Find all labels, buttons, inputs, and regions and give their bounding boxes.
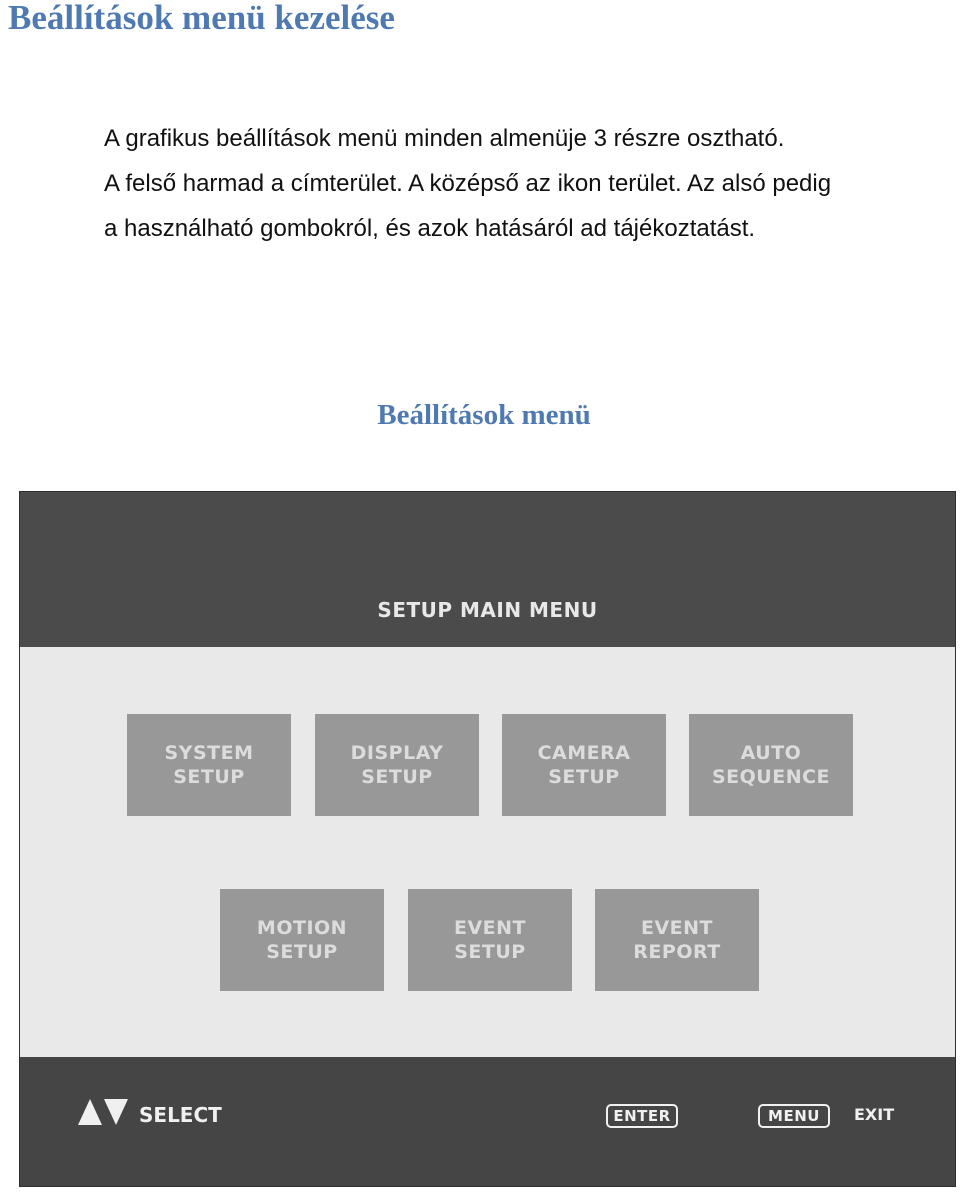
event-setup-tile[interactable] [408, 889, 572, 991]
setup-menu-screenshot [19, 491, 956, 1187]
tile-label: DISPLAY [350, 742, 444, 764]
auto-sequence-tile[interactable] [689, 714, 853, 816]
paragraph-line: a használható gombokról, és azok hatásáról ad tájékoztatást. [104, 215, 756, 242]
tile-label: SETUP [361, 766, 433, 788]
menu-title: SETUP MAIN MENU [377, 598, 598, 622]
down-arrow-icon [104, 1099, 128, 1125]
button-hint-area [20, 1057, 955, 1186]
tile-label: SEQUENCE [711, 766, 831, 788]
tile-label: CAMERA [537, 742, 631, 764]
up-arrow-icon [78, 1099, 102, 1125]
motion-setup-tile[interactable] [220, 889, 384, 991]
enter-key[interactable]: ENTER [606, 1104, 678, 1128]
tile-label: SETUP [266, 941, 338, 963]
camera-setup-tile[interactable] [502, 714, 666, 816]
tile-label: EVENT [453, 917, 527, 939]
tile-label: MOTION [256, 917, 348, 939]
event-report-tile[interactable] [595, 889, 759, 991]
figure-caption: Beállítások menü [377, 399, 591, 431]
tile-label: AUTO [740, 742, 802, 764]
display-setup-tile[interactable] [315, 714, 479, 816]
ghost-text [28, 662, 44, 708]
tile-label: SETUP [548, 766, 620, 788]
tile-label: SETUP [173, 766, 245, 788]
tile-label: SYSTEM [164, 742, 254, 764]
select-label: SELECT [139, 1103, 222, 1127]
system-setup-tile[interactable] [127, 714, 291, 816]
menu-key[interactable]: MENU [758, 1104, 830, 1128]
intro-paragraph [104, 116, 954, 251]
paragraph-line: A felső harmad a címterület. A középső az ikon terület. Az alsó pedig [104, 170, 832, 197]
tile-label: EVENT [640, 917, 714, 939]
exit-label: EXIT [854, 1105, 895, 1124]
page-heading: Beállítások menü kezelése [8, 0, 395, 37]
title-area [20, 492, 955, 647]
tile-label: REPORT [633, 941, 721, 963]
paragraph-line: A grafikus beállítások menü minden almenüje 3 részre osztható. [104, 125, 785, 152]
tile-label: SETUP [454, 941, 526, 963]
